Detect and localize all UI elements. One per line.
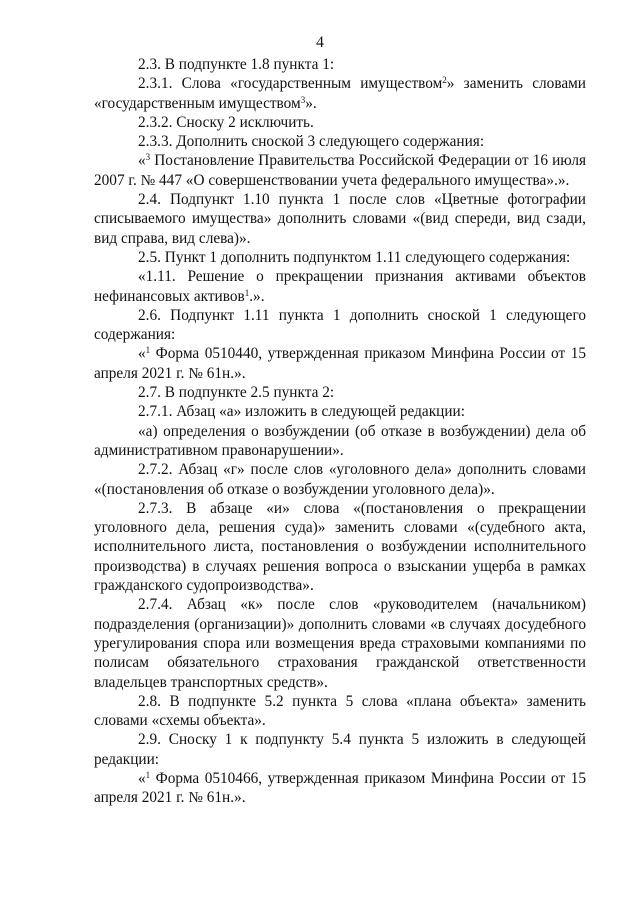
footnote-ref: 3 — [145, 152, 151, 163]
paragraph-2-7-4: 2.7.4. Абзац «к» после слов «руководителем (начальником) подразделения (организации)» дополнить словами «в случаях досудебного урегулирования спора или возмещения вреда страховыми компаниями по полисам обязательного страхования гражданской ответственности владельцев транспортных средств». — [94, 596, 586, 691]
footnote-ref: 1 — [145, 769, 151, 780]
paragraph-2-3-2: 2.3.2. Сноску 2 исключить. — [138, 113, 314, 131]
footnote-1-text-0510440: «$^1$ Форма 0510440, утвержденная приказом Минфина России от 15 апреля 2021 г. № 61н.». — [94, 345, 586, 382]
paragraph-2-3: 2.3. В подпункте 1.8 пункта 1: — [138, 56, 335, 73]
paragraph-2-9: 2.9. Сноску 1 к подпункту 5.4 пункта 5 изложить в следующей редакции: — [94, 731, 586, 768]
paragraph-2-5: 2.5. Пункт 1 дополнить подпунктом 1.11 следующего содержания: — [138, 248, 571, 266]
footnote-ref: 2 — [442, 75, 447, 86]
paragraph-2-3-1: 2.3.1. Слова «государственным имуществом$^2$» заменить словами «государственным имуществом$^3$». — [94, 75, 586, 112]
paragraph-2-7-3: 2.7.3. В абзаце «и» слова «(постановления о прекращении уголовного дела, решения суда)» заменить словами «(судебного акта, исполнительного листа, постановления о возбуждении исполнительного производства) в случаях решения вопроса о взыскании ущерба в рамках гражданского судопроизводства». — [94, 499, 586, 595]
paragraph-2-6: 2.6. Подпункт 1.11 пункта 1 дополнить сноской 1 следующего содержания: — [94, 306, 586, 344]
paragraph-a-text: «а) определения о возбуждении (об отказе в возбуждении) дела об административном правонарушении». — [94, 422, 586, 459]
paragraph-2-7-2: 2.7.2. Абзац «г» после слов «уголовного дела» дополнить словами «(постановления об отказе о возбуждении уголовного дела)». — [94, 461, 586, 498]
subparagraph-1-11-text: «1.11. Решение о прекращении признания активами объектов нефинансовых активов$^1$.». — [94, 268, 586, 305]
paragraph-2-8: 2.8. В подпункте 5.2 пункта 5 слова «плана объекта» заменить словами «схемы объекта». — [94, 692, 586, 730]
document-body — [94, 55, 586, 808]
footnote-ref: 3 — [300, 94, 306, 105]
footnote-1-text-0510466: «$^1$ Форма 0510466, утвержденная приказом Минфина России от 15 апреля 2021 г. № 61н.». — [94, 769, 586, 807]
footnote-3-text: «$^3$ Постановление Правительства Российской Федерации от 16 июля 2007 г. № 447 «О совершенствовании учета федерального имущества».». — [94, 152, 586, 189]
paragraph-2-7-1: 2.7.1. Абзац «а» изложить в следующей редакции: — [138, 403, 465, 421]
paragraph-2-7: 2.7. В подпункте 2.5 пункта 2: — [138, 384, 335, 402]
footnote-ref: 1 — [145, 345, 151, 356]
footnote-ref: 1 — [244, 287, 250, 298]
paragraph-2-3-3: 2.3.3. Дополнить сноской 3 следующего содержания: — [138, 133, 485, 151]
page-number: 4 — [316, 34, 324, 51]
paragraph-2-4: 2.4. Подпункт 1.10 пункта 1 после слов «Цветные фотографии списываемого имущества» дополнить словами «(вид спереди, вид сзади, вид справа, вид слева)». — [94, 191, 586, 247]
